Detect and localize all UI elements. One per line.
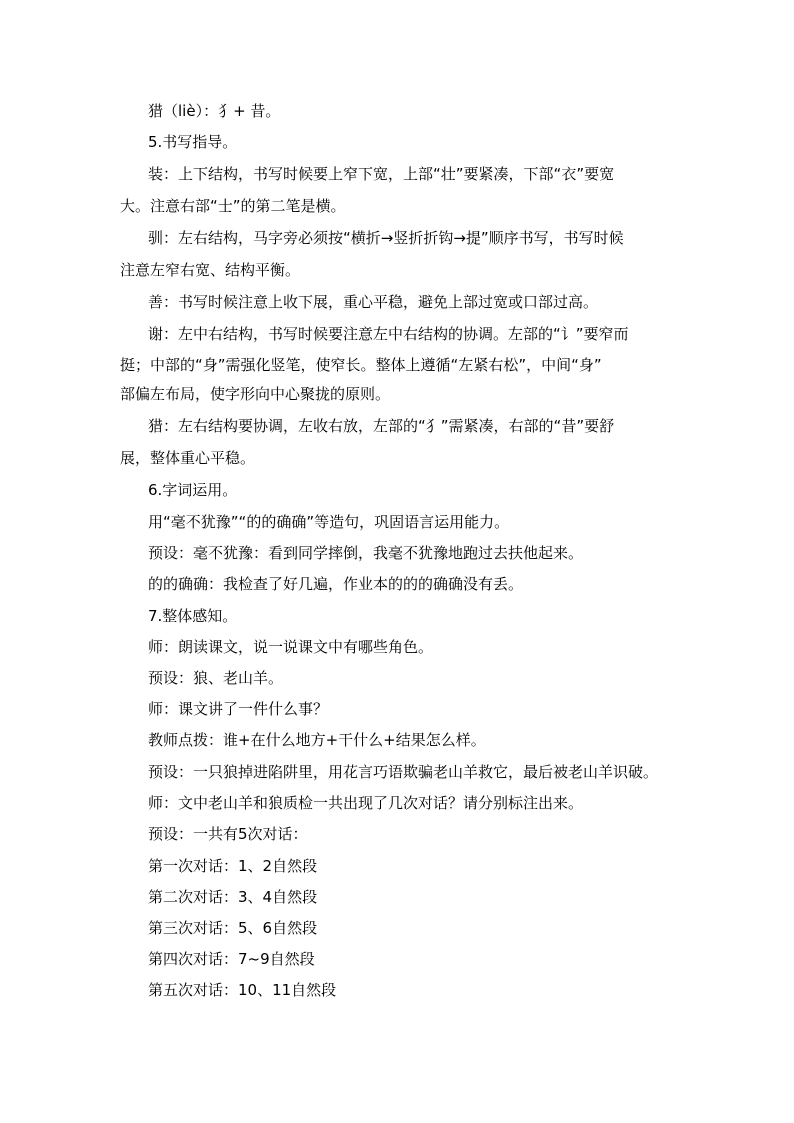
preset-roles: 预设：狼、老山羊。 — [148, 669, 284, 687]
paragraph-zhuang-line-2: 大。注意右部“士”的第二笔是横。 — [120, 197, 346, 215]
teacher-hint: 教师点拨：谁+在什么地方+干什么+结果怎么样。 — [148, 731, 486, 749]
paragraph-zhuang-line-1: 装：上下结构，书写时候要上窄下宽，上部“壮”要紧凑，下部“衣”要宽 — [148, 165, 615, 183]
dialogue-2: 第二次对话：3、4自然段 — [148, 888, 318, 906]
paragraph-shan: 善：书写时候注意上收下展，重心平稳，避免上部过宽或口部过高。 — [148, 293, 599, 311]
preset-story: 预设：一只狼掉进陷阱里，用花言巧语欺骗老山羊救它，最后被老山羊识破。 — [148, 763, 659, 781]
paragraph-lie-line-1: 猎：左右结构要协调，左收右放，左部的“犭”需紧凑，右部的“昔”要舒 — [148, 417, 615, 435]
section-heading-writing-guide: 5.书写指导。 — [148, 133, 238, 151]
preset-dialogue-count: 预设：一共有5次对话： — [148, 825, 308, 843]
teacher-prompt-roles: 师：朗读课文，说一说课文中有哪些角色。 — [148, 638, 434, 656]
teacher-prompt-story: 师：课文讲了一件什么事？ — [148, 700, 329, 718]
dialogue-4: 第四次对话：7~9自然段 — [148, 950, 315, 968]
paragraph-xun-line-1: 驯：左右结构，马字旁必须按“横折→竖折折钩→提”顺序书写，书写时候 — [148, 229, 624, 247]
section-heading-overall-perception: 7.整体感知。 — [148, 607, 238, 625]
section-heading-word-usage: 6.字词运用。 — [148, 481, 238, 499]
paragraph-xie-line-1: 谢：左中右结构，书写时候要注意左中右结构的协调。左部的“讠”要窄而 — [148, 325, 629, 343]
dialogue-5: 第五次对话：10、11自然段 — [148, 981, 337, 999]
paragraph-lie-line-2: 展，整体重心平稳。 — [120, 449, 256, 467]
pronunciation-lie: 猎（liè）：犭+ 昔。 — [148, 102, 281, 120]
paragraph-word-usage: 用“毫不犹豫”“的的确确”等造句，巩固语言运用能力。 — [148, 513, 510, 531]
preset-haobuyouyu: 预设：毫不犹豫：看到同学摔倒，我毫不犹豫地跑过去扶他起来。 — [148, 544, 584, 562]
dialogue-1: 第一次对话：1、2自然段 — [148, 857, 318, 875]
paragraph-xun-line-2: 注意左窄右宽、结构平衡。 — [120, 261, 301, 279]
preset-dedequeque: 的的确确：我检查了好几遍，作业本的的的确确没有丢。 — [148, 575, 524, 593]
dialogue-3: 第三次对话：5、6自然段 — [148, 919, 318, 937]
paragraph-xie-line-3: 部偏左布局，使字形向中心聚拢的原则。 — [120, 385, 391, 403]
paragraph-xie-line-2: 挺；中部的“身”需强化竖笔，使窄长。整体上遵循“左紧右松”，中间“身” — [120, 356, 602, 374]
teacher-prompt-dialogues: 师：文中老山羊和狼质检一共出现了几次对话？请分别标注出来。 — [148, 794, 584, 812]
